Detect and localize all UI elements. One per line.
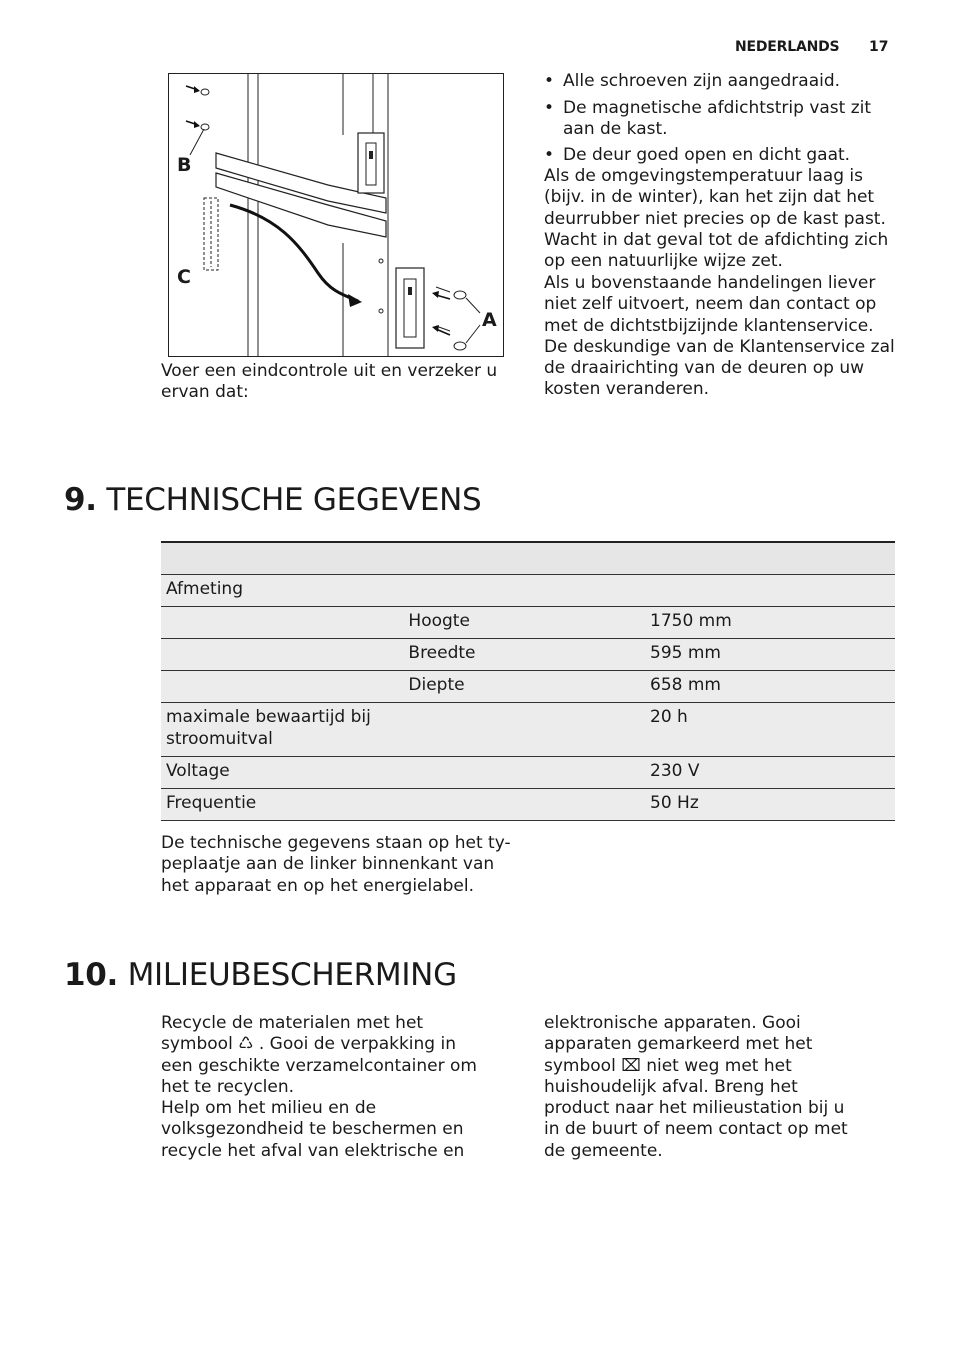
figure-label-a: A xyxy=(482,309,497,331)
table-cell: 658 mm xyxy=(650,674,721,695)
section-9-number: 9. xyxy=(64,482,97,518)
table-row xyxy=(161,638,895,670)
table-cell: 595 mm xyxy=(650,642,721,663)
table-cell: Voltage xyxy=(166,760,230,781)
header-language: NEDERLANDS xyxy=(735,39,840,55)
table-row xyxy=(161,756,895,788)
bullet-dot: • xyxy=(544,145,555,165)
section-9-heading xyxy=(64,482,481,518)
checklist-item-text: De deur goed open en dicht gaat. xyxy=(563,145,851,165)
text-line: recycle het afval van elektrische en xyxy=(161,1140,465,1161)
text-line: volksgezondheid te beschermen en xyxy=(161,1119,464,1140)
note-line: peplaatje aan de linker binnenkant van xyxy=(161,854,495,875)
text-line: elektronische apparaten. Gooi xyxy=(544,1013,801,1033)
text-line: een geschikte verzamelcontainer om xyxy=(161,1055,477,1076)
table-cell xyxy=(645,574,895,606)
environment-left-column xyxy=(161,1013,521,1162)
table-cell: 230 V xyxy=(650,760,700,781)
table-cell xyxy=(403,702,645,756)
table-cell: Frequentie xyxy=(166,792,257,813)
note-line: De technische gegevens staan op het ty- xyxy=(161,833,511,853)
table-cell xyxy=(403,574,645,606)
section-9-title: TECHNISCHE GEGEVENS xyxy=(106,482,482,518)
text-line: symbool ♺ . Gooi de verpakking in xyxy=(161,1034,457,1055)
bullet-dot: • xyxy=(544,98,555,118)
text-line: symbool ⌧ niet weg met het xyxy=(544,1055,792,1076)
table-row xyxy=(161,670,895,702)
text-line: huishoudelijk afval. Breng het xyxy=(544,1076,798,1097)
section-10-number: 10. xyxy=(64,957,119,993)
customer-service-paragraph: Als u bovenstaande handelingen liever niet zelf uitvoert, neem dan contact op met de dichtstbijzijnde klantenservice. De deskundige van de Klantenservice zal de draairichting van de deuren op uw kosten veranderen. xyxy=(544,273,895,400)
figure-caption: Voer een eindcontrole uit en verzeker u ervan dat: xyxy=(161,361,498,403)
table-cell xyxy=(403,756,645,788)
table-header-row xyxy=(161,542,895,574)
checklist-item xyxy=(544,145,894,166)
table-cell: 20 h xyxy=(650,706,688,727)
table-cell xyxy=(403,542,645,574)
table-cell xyxy=(161,670,403,702)
table-cell: Hoogte xyxy=(408,610,470,631)
text-line: apparaten gemarkeerd met het xyxy=(544,1034,813,1055)
table-cell xyxy=(403,788,645,820)
table-row xyxy=(161,574,895,606)
figure-label-c: C xyxy=(177,266,191,288)
table-row xyxy=(161,606,895,638)
figure-label-b: B xyxy=(177,154,192,176)
section-10-heading xyxy=(64,957,457,993)
page-number: 17 xyxy=(869,39,889,55)
checklist-item xyxy=(544,71,894,92)
checklist-item-text: Alle schroeven zijn aangedraaid. xyxy=(563,71,841,91)
door-reversal-diagram xyxy=(168,73,504,357)
table-cell: Breedte xyxy=(408,642,476,663)
checklist-item-text: De magnetische afdichtstrip vast zit aan de kast. xyxy=(563,98,872,140)
table-cell: 50 Hz xyxy=(650,792,699,813)
table-cell xyxy=(161,606,403,638)
table-cell: Diepte xyxy=(408,674,465,695)
table-cell xyxy=(161,638,403,670)
table-cell: 1750 mm xyxy=(650,610,732,631)
table-row xyxy=(161,788,895,820)
text-line: het te recyclen. xyxy=(161,1076,295,1097)
technical-data-table xyxy=(161,541,895,821)
text-line: in de buurt of neem contact op met xyxy=(544,1119,848,1140)
environment-right-column xyxy=(544,1013,904,1162)
table-cell: Afmeting xyxy=(166,578,243,599)
table-cell xyxy=(161,542,403,574)
text-line: Recycle de materialen met het xyxy=(161,1013,424,1033)
text-line: product naar het milieustation bij u xyxy=(544,1098,845,1119)
note-line: het apparaat en op het energielabel. xyxy=(161,875,475,896)
door-hinge-illustration xyxy=(168,73,504,357)
bullet-dot: • xyxy=(544,71,555,91)
checklist-item xyxy=(544,98,894,141)
section-10-title: MILIEUBESCHERMING xyxy=(127,957,457,993)
table-cell: maximale bewaartijd bij stroomuitval xyxy=(166,706,371,749)
text-line: Help om het milieu en de xyxy=(161,1098,377,1119)
cold-environment-paragraph: Als de omgevingstemperatuur laag is (bijv. in de winter), kan het zijn dat het deurrubber niet precies op de kast past. Wacht in dat geval tot de afdichting zich op een natuurlijke wijze zet. xyxy=(544,166,889,272)
table-cell xyxy=(645,542,895,574)
technical-data-note xyxy=(161,833,521,897)
text-line: de gemeente. xyxy=(544,1140,663,1161)
table-row xyxy=(161,702,895,756)
